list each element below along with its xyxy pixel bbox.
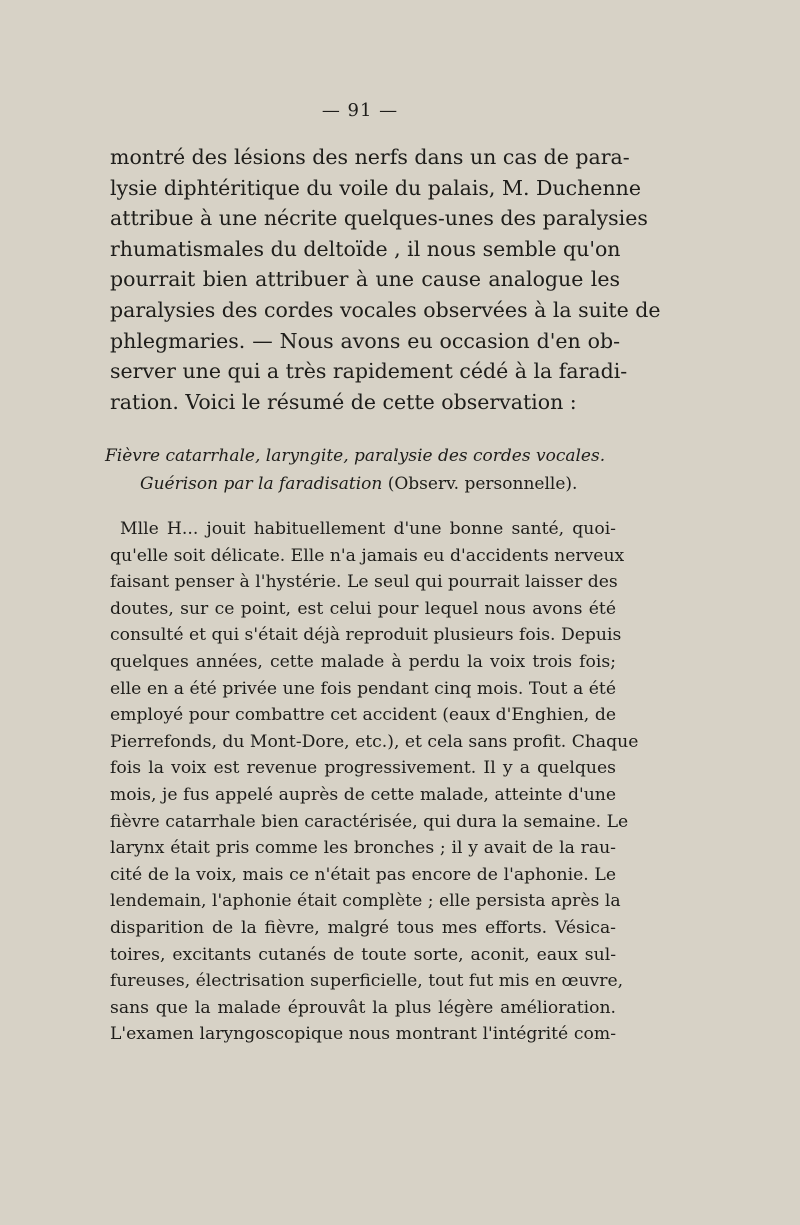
text-line: faisant penser à l'hystérie. Le seul qui pourrait laisser des (110, 572, 618, 593)
text-line: disparition de la fièvre, malgré tous mes efforts. Vésica- (110, 917, 616, 938)
text-line: fièvre catarrhale bien caractérisée, qui dura la semaine. Le (110, 811, 629, 832)
paragraph-neuritis-discussion (110, 142, 661, 417)
text-line: L'examen laryngoscopique nous montrant l'intégrité com- (110, 1024, 616, 1045)
case-heading-plain: (Observ. personnelle). (382, 474, 578, 494)
text-line: rhumatismales du deltoïde , il nous semble qu'on (110, 236, 621, 261)
text-line: larynx était pris comme les bronches ; il y avait de la rau- (110, 838, 616, 859)
text-line: cité de la voix, mais ce n'était pas encore de l'aphonie. Le (110, 864, 616, 885)
text-line: employé pour combattre cet accident (eaux d'Enghien, de (110, 705, 616, 726)
text-line: qu'elle soit délicate. Elle n'a jamais eu d'accidents nerveux (110, 545, 625, 566)
text-line: paralysies des cordes vocales observées à la suite de (110, 297, 661, 322)
text-line: fureuses, électrisation superficielle, tout fut mis en œuvre, (110, 971, 624, 992)
text-line: sans que la malade éprouvât la plus légère amélioration. (110, 997, 616, 1018)
text-line: montré des lésions des nerfs dans un cas de para- (110, 145, 630, 169)
text-line: ration. Voici le résumé de cette observation : (110, 389, 577, 414)
case-heading-italic: Guérison par la faradisation (140, 474, 383, 494)
text-line: attribue à une nécrite quelques-unes des paralysies (110, 206, 648, 231)
text-line: elle en a été privée une fois pendant cinq mois. Tout a été (110, 678, 616, 699)
text-line: quelques années, cette malade à perdu la voix trois fois; (110, 651, 616, 672)
text-line: doutes, sur ce point, est celui pour lequel nous avons été (110, 598, 616, 619)
text-line: pourrait bien attribuer à une cause analogue les (110, 267, 620, 292)
case-heading (105, 442, 625, 498)
text-line: lendemain, l'aphonie était complète ; elle persista après la (110, 891, 621, 912)
text-line: consulté et qui s'était déjà reproduit plusieurs fois. Depuis (110, 625, 622, 646)
text-line: fois la voix est revenue progressivement. Il y a quelques (110, 758, 616, 779)
case-heading-line1: Fièvre catarrhale, laryngite, paralysie des cordes vocales. (105, 446, 606, 466)
text-line: mois, je fus appelé auprès de cette malade, atteinte d'une (110, 784, 616, 805)
page-number: — 91 — (321, 100, 399, 121)
text-line: toires, excitants cutanés de toute sorte, aconit, eaux sul- (110, 944, 616, 965)
text-line: lysie diphtéritique du voile du palais, M. Duchenne (110, 175, 641, 200)
text-line: phlegmaries. — Nous avons eu occasion d'en ob- (110, 328, 620, 353)
text-line: Mlle H... jouit habituellement d'une bonne santé, quoi- (120, 519, 616, 539)
text-line: server une qui a très rapidement cédé à la faradi- (110, 359, 628, 384)
case-heading-line2 (105, 470, 625, 498)
paragraph-case-report (110, 516, 639, 1048)
text-line: Pierrefonds, du Mont-Dore, etc.), et cela sans profit. Chaque (110, 731, 639, 752)
